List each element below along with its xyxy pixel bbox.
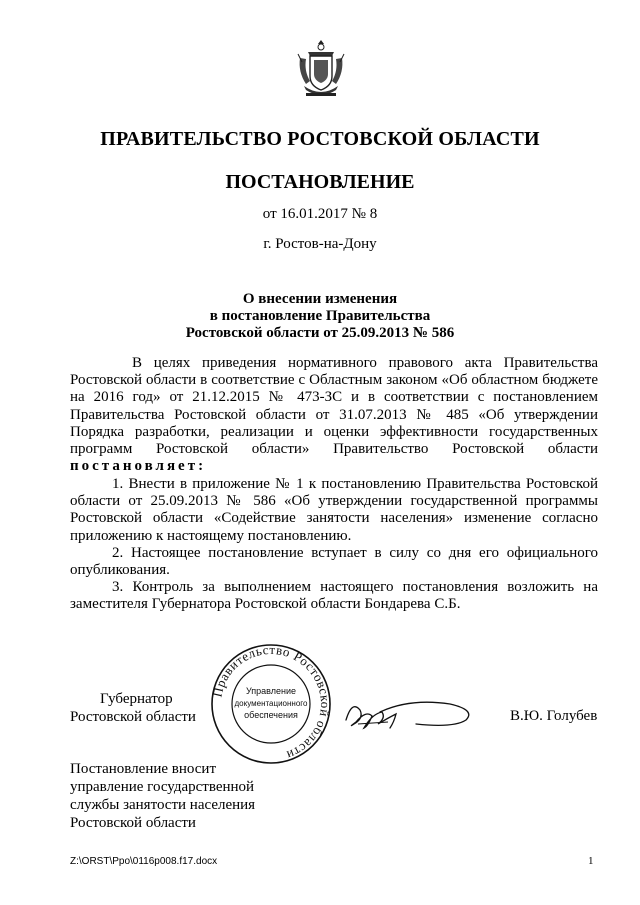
resolution-item: 3. Контроль за выполнением настоящего постановления возложить на заместителя Губернатора Ростовской области Бондарева С.Б.	[70, 579, 598, 613]
signatory-title-line: Губернатор	[100, 691, 173, 707]
signatory-name: В.Ю. Голубев	[510, 708, 598, 724]
signatory-title	[70, 690, 196, 726]
stamp-ring-text: Правительство Ростовской области	[209, 642, 333, 764]
resolution-item: 2. Настоящее постановление вступает в силу со дня его официального опубликования.	[70, 544, 598, 579]
handwritten-signature	[340, 690, 480, 734]
subject-line: в постановление Правительства	[209, 308, 431, 324]
signatory-title-line: Ростовской области	[70, 709, 196, 725]
note-line: управление государственной	[70, 779, 255, 795]
note-line: службы занятости населения	[70, 797, 256, 813]
note-line: Ростовской области	[70, 815, 196, 831]
subject-line: Ростовской области от 25.09.2013 № 586	[185, 325, 455, 341]
coat-of-arms-icon	[296, 38, 346, 104]
subject-line: О внесении изменения	[242, 291, 398, 307]
document-city: г. Ростов-на-Дону	[263, 236, 377, 252]
resolution-item: 1. Внести в приложение № 1 к постановлению Правительства Ростовской области от 25.09.2013 № 586 «Об утверждении государственной программы Ростовской области «Содействие занятости населения» изменение согласно приложению к настоящему постановлению.	[70, 476, 598, 544]
preamble-paragraph	[70, 355, 598, 475]
document-date-number: от 16.01.2017 № 8	[262, 206, 378, 222]
official-stamp	[209, 642, 333, 766]
page-number: 1	[588, 855, 594, 867]
government-title: ПРАВИТЕЛЬСТВО РОСТОВСКОЙ ОБЛАСТИ	[100, 128, 540, 150]
stamp-inner-line: обеспечения	[244, 710, 298, 720]
document-type: ПОСТАНОВЛЕНИЕ	[225, 171, 415, 193]
stamp-inner-line: документационного	[234, 699, 308, 708]
file-path: Z:\ORST\Ppo\0116p008.f17.docx	[70, 856, 218, 867]
submitted-by-note	[70, 760, 255, 832]
resolve-word: постановляет:	[70, 458, 207, 475]
note-line: Постановление вносит	[70, 761, 217, 777]
stamp-inner-line: Управление	[245, 686, 297, 696]
preamble-text: В целях приведения нормативного правового акта Правительства Ростовской области в соответствие с Областным законом «Об областном бюджете на 2016 год» от 21.12.2015 № 473-ЗС и в соответствии с постановлением Правительства Ростовской области от 31.07.2013 № 485 «Об утверждении Порядка разработки, реализации и оценки эффективности государственных программ Ростовской области» Правительство Ростовской области	[70, 355, 598, 458]
resolution-items	[70, 476, 598, 614]
document-subject	[0, 291, 640, 342]
